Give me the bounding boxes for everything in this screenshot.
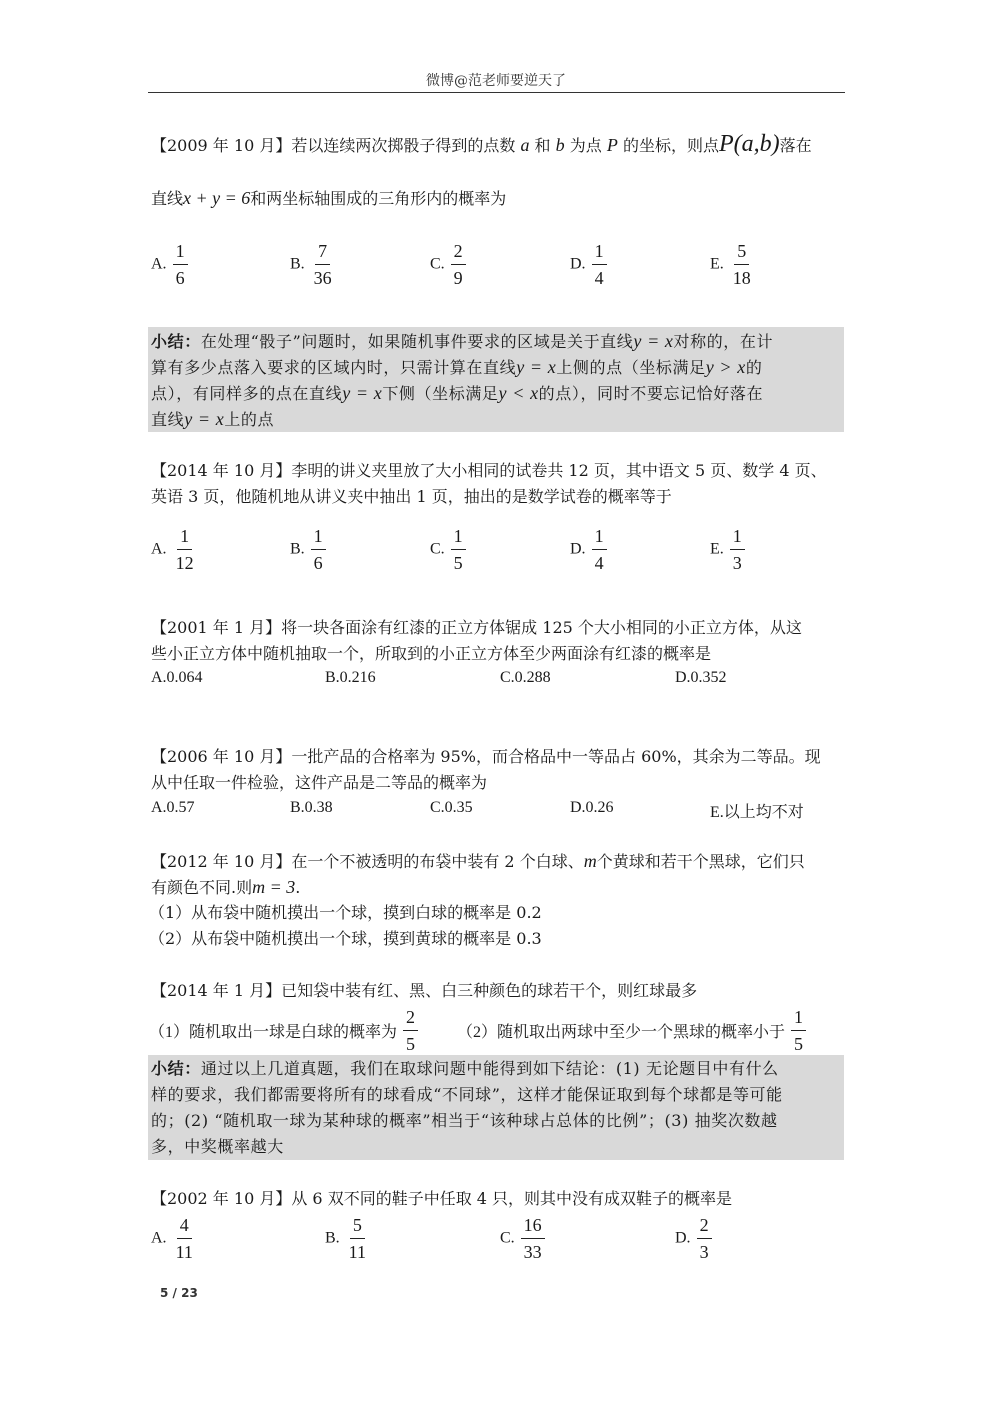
numerator: 4 xyxy=(177,1214,192,1239)
q1-option-c[interactable] xyxy=(430,240,466,289)
q2-text-1: 李明的讲义夹里放了大小相同的试卷共 12 页，其中语文 5 页、数学 4 页、 xyxy=(291,461,827,480)
summary1-text: 对称的，在计 xyxy=(673,332,774,351)
fraction xyxy=(451,240,466,289)
summary1-text: 直线 xyxy=(151,410,185,429)
option-label: D. xyxy=(570,255,586,273)
q5-line-2 xyxy=(151,876,300,899)
q3-option-a[interactable]: A.0.064 xyxy=(151,669,203,686)
q2-line-1 xyxy=(151,460,827,482)
denominator: 11 xyxy=(348,1242,367,1262)
fraction xyxy=(730,240,754,289)
option-label: B. xyxy=(325,1229,340,1247)
numerator: 16 xyxy=(521,1214,545,1239)
option-label: C. xyxy=(430,255,445,273)
q1-text-4: 的坐标，则点 xyxy=(622,136,719,155)
q1-option-b[interactable] xyxy=(290,240,335,289)
option-label: B. xyxy=(290,255,305,273)
q6-condition-1 xyxy=(149,1006,418,1055)
q1-text-3: 为点 xyxy=(569,136,602,155)
numerator: 5 xyxy=(350,1214,365,1239)
denominator: 11 xyxy=(175,1242,193,1262)
numerator: 1 xyxy=(177,525,192,550)
option-label: C. xyxy=(500,1229,515,1247)
option-label: E. xyxy=(710,540,724,558)
numerator: 2 xyxy=(403,1006,418,1031)
q3-line-2: 些小正立方体中随机抽取一个，所取到的小正立方体至少两面涂有红漆的概率是 xyxy=(151,644,712,663)
denominator: 5 xyxy=(406,1034,416,1054)
fraction xyxy=(730,525,745,574)
denominator: 12 xyxy=(175,553,194,573)
fraction xyxy=(521,1214,545,1263)
q1-option-d[interactable] xyxy=(570,240,607,289)
q5-text-2: 个黄球和若干个黑球，它们只 xyxy=(596,852,805,871)
numerator: 1 xyxy=(173,240,188,265)
q5-text-4: . xyxy=(295,878,301,897)
option-label: A. xyxy=(151,255,167,273)
q5-text-1: 在一个不被透明的布袋中装有 2 个白球、 xyxy=(291,852,584,871)
fraction xyxy=(697,1214,712,1263)
summary1-text: 点），有同样多的点在直线 xyxy=(151,384,343,403)
summary-box-2 xyxy=(148,1055,844,1160)
summary1-text: 上的点 xyxy=(224,410,275,429)
option-label: D. xyxy=(570,540,586,558)
summary1-label: 小结： xyxy=(151,332,201,351)
q5-line-1 xyxy=(151,850,805,873)
summary2-line-3: 的；(2) “随机取一球为某种球的概率”相当于“该种球占总体的比例”；(3) 抽奖次数越 xyxy=(151,1111,778,1130)
q4-line-2: 从中任取一件检验，这件产品是二等品的概率为 xyxy=(151,773,488,792)
denominator: 5 xyxy=(794,1034,804,1054)
q6-tag: 【2014 年 1 月】 xyxy=(151,981,282,1000)
fraction xyxy=(173,525,197,574)
summary1-text: 算有多少点落入要求的区域内时，只需计算在直线 xyxy=(151,358,517,377)
q4-tag: 【2006 年 10 月】 xyxy=(151,747,292,766)
q3-option-b[interactable]: B.0.216 xyxy=(325,669,376,686)
q1-text-5: 落在 xyxy=(779,136,812,155)
q6-line-1 xyxy=(151,980,697,1002)
q7-option-c[interactable] xyxy=(500,1214,545,1263)
q5-tag: 【2012 年 10 月】 xyxy=(151,852,292,871)
q7-tag: 【2002 年 10 月】 xyxy=(151,1189,292,1208)
option-label: C. xyxy=(430,540,445,558)
fraction xyxy=(592,525,607,574)
summary2-label: 小结： xyxy=(151,1059,201,1078)
option-label: D. xyxy=(675,1229,691,1247)
denominator: 5 xyxy=(453,553,463,573)
q1-var-b: b xyxy=(555,135,565,155)
summary1-math: y < x xyxy=(498,383,539,403)
summary1-text: 下侧（坐标满足 xyxy=(382,384,499,403)
q5-condition-2: （2）从布袋中随机摸出一个球，摸到黄球的概率是 0.3 xyxy=(149,929,542,948)
summary1-text: 的点），同时不要忘记恰好落在 xyxy=(538,384,764,403)
fraction xyxy=(311,240,335,289)
q4-option-b[interactable]: B.0.38 xyxy=(290,799,333,816)
q6-text-1: 已知袋中装有红、黑、白三种颜色的球若干个，则红球最多 xyxy=(281,981,698,1000)
q3-line-1 xyxy=(151,617,802,639)
q7-option-a[interactable] xyxy=(151,1214,196,1263)
denominator: 6 xyxy=(175,268,185,288)
option-label: E. xyxy=(710,255,724,273)
q5-text-3: 有颜色不同.则 xyxy=(151,878,253,897)
q5-condition-1: （1）从布袋中随机摸出一个球，摸到白球的概率是 0.2 xyxy=(149,903,542,922)
numerator: 1 xyxy=(451,525,466,550)
numerator: 2 xyxy=(697,1214,712,1239)
q3-option-c[interactable]: C.0.288 xyxy=(500,669,551,686)
q7-line-1 xyxy=(151,1188,732,1210)
q1-text-1: 若以连续两次掷骰子得到的点数 xyxy=(291,136,516,155)
denominator: 3 xyxy=(699,1242,709,1262)
condition-text: （2）随机取出两球中至少一个黑球的概率小于 xyxy=(457,1024,786,1041)
numerator: 5 xyxy=(734,240,749,265)
q1-option-a[interactable] xyxy=(151,240,188,289)
q2-option-c[interactable] xyxy=(430,525,466,574)
page-header: 微博@范老师要逆天了 xyxy=(426,73,566,89)
q1-equation: x + y = 6 xyxy=(183,188,251,208)
summary2-text: 通过以上几道真题，我们在取球问题中能得到如下结论：(1) 无论题目中有什么 xyxy=(200,1059,779,1078)
summary1-line-2 xyxy=(151,356,762,379)
condition-text: （1）随机取出一球是白球的概率为 xyxy=(149,1024,398,1041)
q7-option-d[interactable] xyxy=(675,1214,712,1263)
summary1-line-1 xyxy=(151,330,773,353)
q1-line2-a: 直线 xyxy=(151,189,184,208)
q2-option-a[interactable] xyxy=(151,525,197,574)
numerator: 1 xyxy=(592,525,607,550)
summary2-line-1 xyxy=(151,1058,779,1080)
numerator: 7 xyxy=(315,240,330,265)
header-rule xyxy=(148,92,845,93)
q1-var-P: P xyxy=(606,135,618,155)
q3-tag: 【2001 年 1 月】 xyxy=(151,618,282,637)
denominator: 4 xyxy=(594,553,604,573)
denominator: 36 xyxy=(313,268,332,288)
option-label: A. xyxy=(151,1229,167,1247)
denominator: 18 xyxy=(732,268,751,288)
fraction xyxy=(173,1214,196,1263)
summary1-text: 的 xyxy=(745,358,763,377)
numerator: 1 xyxy=(730,525,745,550)
summary1-math: y = x xyxy=(342,383,383,403)
q1-text-2: 和 xyxy=(534,136,551,155)
q4-option-d[interactable]: D.0.26 xyxy=(570,799,614,816)
option-label: A. xyxy=(151,540,167,558)
summary1-math: y > x xyxy=(705,357,746,377)
denominator: 9 xyxy=(453,268,463,288)
denominator: 4 xyxy=(594,268,604,288)
fraction xyxy=(346,1214,369,1263)
q2-option-b[interactable] xyxy=(290,525,326,574)
q7-text-1: 从 6 双不同的鞋子中任取 4 只，则其中没有成双鞋子的概率是 xyxy=(291,1189,733,1208)
q1-option-e[interactable] xyxy=(710,240,754,289)
denominator: 3 xyxy=(732,553,742,573)
q4-option-a[interactable]: A.0.57 xyxy=(151,799,195,816)
q1-line-1 xyxy=(151,133,812,157)
q1-line-2 xyxy=(151,187,506,210)
summary1-math: y = x xyxy=(516,357,557,377)
summary1-math: y = x xyxy=(633,331,674,351)
q4-option-e[interactable]: E.以上均不对 xyxy=(710,804,804,821)
q7-option-b[interactable] xyxy=(325,1214,369,1263)
summary1-line-3 xyxy=(151,382,763,405)
q2-line-2: 英语 3 页，他随机地从讲义夹中抽出 1 页，抽出的是数学试卷的概率等于 xyxy=(151,487,672,506)
q4-line-1 xyxy=(151,746,821,768)
q5-var-m: m xyxy=(583,851,597,871)
summary-box-1 xyxy=(148,327,844,432)
page-number: 5 / 23 xyxy=(160,1286,198,1300)
numerator: 1 xyxy=(311,525,326,550)
q1-point: P(a,b) xyxy=(718,131,780,157)
fraction xyxy=(311,525,326,574)
q4-text-1: 一批产品的合格率为 95%，而合格品中一等品占 60%，其余为二等品。现 xyxy=(291,747,821,766)
q5-equation: m = 3 xyxy=(252,877,296,897)
option-label: B. xyxy=(290,540,305,558)
q1-line2-b: 和两坐标轴围成的三角形内的概率为 xyxy=(250,189,507,208)
fraction xyxy=(791,1006,806,1055)
summary1-text: 在处理“骰子”问题时，如果随机事件要求的区域是关于直线 xyxy=(200,332,634,351)
q2-option-e[interactable] xyxy=(710,525,745,574)
numerator: 1 xyxy=(592,240,607,265)
q3-text-1: 将一块各面涂有红漆的正立方体锯成 125 个大小相同的小正立方体，从这 xyxy=(281,618,802,637)
q2-tag: 【2014 年 10 月】 xyxy=(151,461,292,480)
summary1-text: 上侧的点（坐标满足 xyxy=(556,358,706,377)
q2-option-d[interactable] xyxy=(570,525,607,574)
numerator: 1 xyxy=(791,1006,806,1031)
summary2-line-4: 多，中奖概率越大 xyxy=(151,1137,284,1156)
summary1-math: y = x xyxy=(184,409,225,429)
fraction xyxy=(451,525,466,574)
fraction xyxy=(403,1006,418,1055)
summary1-line-4 xyxy=(151,408,274,431)
fraction xyxy=(173,240,188,289)
q3-option-d[interactable]: D.0.352 xyxy=(675,669,727,686)
numerator: 2 xyxy=(451,240,466,265)
q1-var-a: a xyxy=(520,135,530,155)
denominator: 33 xyxy=(523,1242,542,1262)
q6-condition-2 xyxy=(457,1006,806,1055)
denominator: 6 xyxy=(313,553,323,573)
q4-option-c[interactable]: C.0.35 xyxy=(430,799,473,816)
summary2-line-2: 样的要求，我们都需要将所有的球看成“不同球”，这样才能保证取到每个球都是等可能 xyxy=(151,1085,783,1104)
q1-tag: 【2009 年 10 月】 xyxy=(151,136,292,155)
fraction xyxy=(592,240,607,289)
